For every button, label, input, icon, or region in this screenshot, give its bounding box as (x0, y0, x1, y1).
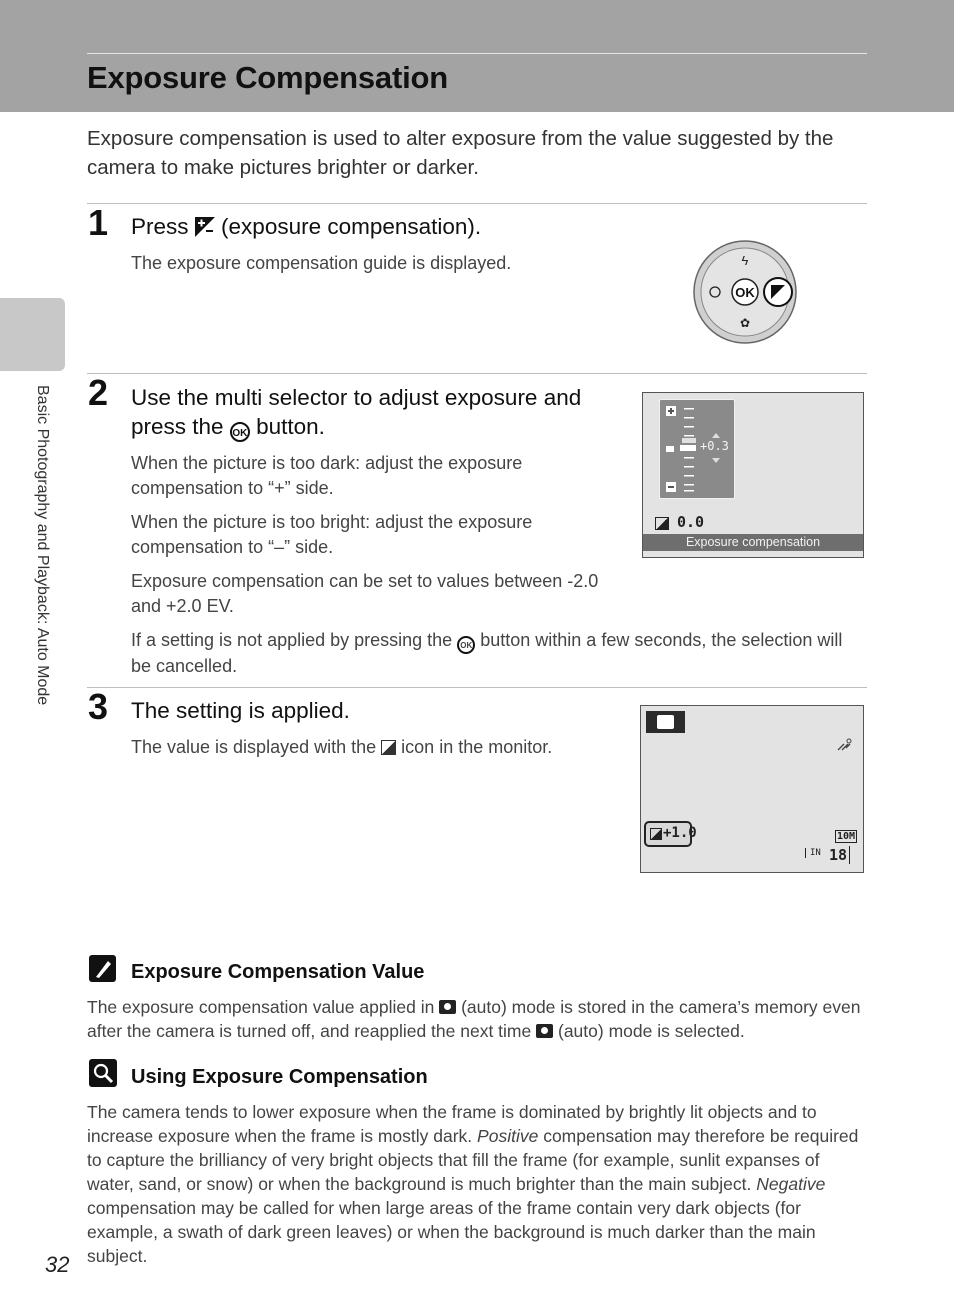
multi-selector-illustration (693, 238, 797, 344)
auto-mode-badge (646, 711, 685, 733)
note1-body-b: (auto) mode is stored in the camera’s memory even after the camera is turned off, and reapplied the next time (87, 997, 861, 1041)
header-rule (87, 53, 867, 54)
camera-icon (657, 715, 674, 729)
ec-value: +1.0 (663, 825, 697, 841)
note2-body (87, 1100, 867, 1268)
memory-indicator: IN (805, 848, 821, 858)
step3-title: The setting is applied. (131, 698, 350, 723)
ok-button-icon: OK (230, 422, 250, 442)
exposure-compensation-icon (195, 217, 215, 237)
exposure-slider-panel (659, 399, 735, 499)
note2-positive: Positive (477, 1126, 539, 1146)
divider (87, 373, 867, 374)
note2-body-c: compensation may be called for when large areas of the frame contain very dark objects (for example, a swath of dark green leaves) or when the background is much darker than the main subject. (87, 1198, 816, 1266)
step2-title-after: button. (256, 414, 325, 439)
image-size-indicator: 10M (837, 831, 856, 842)
step2-para3: Exposure compensation can be set to values between -2.0 and +2.0 EV. (131, 571, 599, 616)
intro-text: Exposure compensation is used to alter exposure from the value suggested by the camera to make pictures brighter or darker. (87, 127, 834, 179)
svg-text:✿: ✿ (739, 316, 751, 330)
step3-body-before: The value is displayed with the (131, 737, 377, 757)
camera-icon (536, 1024, 553, 1038)
svg-text:ϟ: ϟ (741, 253, 749, 268)
note2-body-b: compensation may therefore be required to capture the brilliancy of very bright objects that fill the frame (for example, sunlit expanses of water, sand, or snow) or when the background is much brighter than the main subject. (87, 1126, 859, 1194)
page-title: Exposure Compensation (87, 60, 448, 95)
note2-negative: Negative (756, 1174, 826, 1194)
step1-title-after: (exposure compensation). (221, 214, 482, 239)
note1-body (87, 995, 867, 1043)
note1-title: Exposure Compensation Value (131, 961, 425, 983)
exposure-guide-screen (642, 392, 864, 558)
chapter-label: Basic Photography and Playback: Auto Mode (34, 385, 51, 706)
step2-para2: When the picture is too bright: adjust the exposure compensation to “–” side. (131, 512, 533, 557)
divider (87, 203, 867, 204)
step2-para4 (131, 628, 866, 679)
step3-body (131, 735, 601, 760)
page-header (0, 0, 954, 112)
step2-title-before: press the (131, 414, 224, 439)
chapter-tab (0, 298, 65, 371)
screen-caption: Exposure compensation (643, 534, 863, 551)
ok-button-icon: OK (457, 636, 475, 654)
step2-title-line1: Use the multi selector to adjust exposure and (131, 385, 582, 410)
page-number: 32 (45, 1252, 70, 1277)
note2-title: Using Exposure Compensation (131, 1066, 428, 1088)
svg-text:OK: OK (735, 285, 755, 300)
step-number: 3 (88, 686, 109, 727)
step1-title (131, 212, 481, 241)
step-number: 1 (88, 202, 109, 243)
ec-indicator (644, 821, 697, 847)
step2-para4-after: button within a few seconds, the selection will be cancelled. (131, 630, 843, 676)
step2-para4-before: If a setting is not applied by pressing the (131, 630, 453, 650)
divider (87, 687, 867, 688)
step-number: 2 (88, 372, 109, 413)
step2-para1: When the picture is too dark: adjust the exposure compensation to “+” side. (131, 453, 523, 498)
exposure-compensation-icon (381, 740, 396, 755)
info-icon (89, 1059, 117, 1087)
shots-remaining: 18 (829, 846, 850, 864)
vibration-reduction-icon (836, 738, 852, 752)
exposure-compensation-icon (655, 517, 669, 530)
slider-value: +0.3 (700, 439, 729, 453)
monitor-screen (640, 705, 864, 873)
step3-body-after: icon in the monitor. (401, 737, 553, 757)
note1-body-a: The exposure compensation value applied in (87, 997, 435, 1017)
step1-title-before: Press (131, 214, 189, 239)
camera-icon (439, 1000, 456, 1014)
exposure-compensation-icon (650, 828, 662, 840)
current-value: 0.0 (677, 513, 705, 531)
memo-icon (89, 955, 116, 982)
note1-body-c: (auto) mode is selected. (558, 1021, 745, 1041)
step2-title (131, 383, 631, 442)
step1-body: The exposure compensation guide is displayed. (131, 253, 512, 273)
note2-body-a: The camera tends to lower exposure when the frame is dominated by brightly lit objects and to increase exposure when the frame is mostly dark. (87, 1102, 817, 1146)
